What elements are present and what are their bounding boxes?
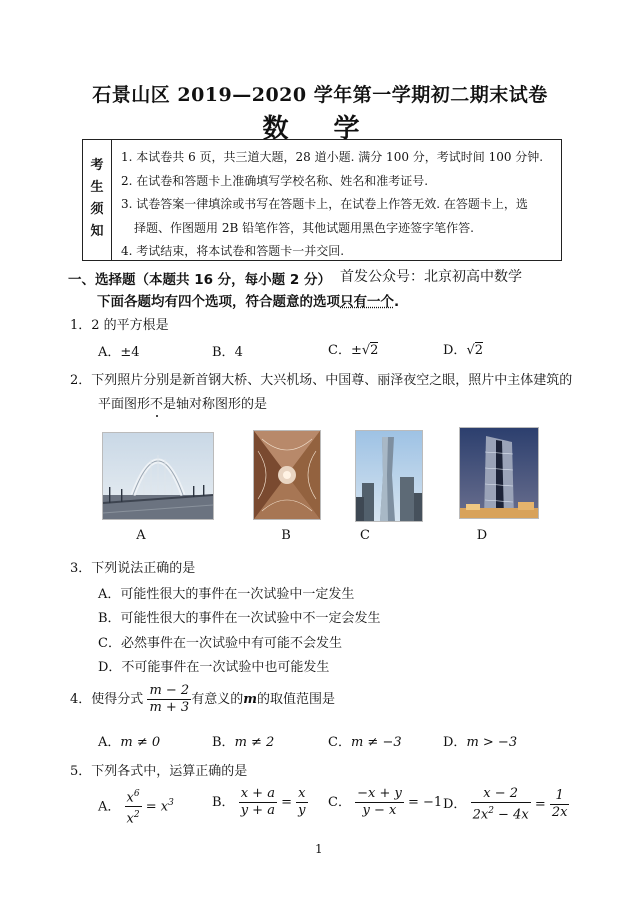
question-text: 下列各式中，运算正确的是 [91, 764, 248, 779]
fraction-numerator: m − 2 [149, 683, 190, 698]
fraction-numerator: 1 [550, 788, 570, 805]
question-text: 2 的平方根是 [91, 318, 169, 333]
q3-option-c: C．必然事件在一次试验中有可能不会发生 [98, 636, 342, 651]
option-label: D． [443, 735, 467, 750]
option-label: B． [212, 735, 235, 750]
sqrt-sign: √ [466, 343, 475, 358]
question-number: 3． [70, 561, 92, 576]
photo-caption: D [476, 528, 488, 543]
instruction-post: . [394, 294, 400, 310]
notice-label-char: 生 [90, 180, 104, 195]
fraction-numerator: x [296, 786, 307, 803]
fraction-denominator: y [298, 803, 306, 818]
subject-title: 数 学 [262, 114, 378, 144]
option-text: m > −3 [466, 735, 518, 750]
notice-label [83, 140, 112, 260]
option-label: A． [98, 345, 121, 360]
question-1 [70, 314, 169, 333]
q4-option-c [328, 731, 402, 750]
option-label: C． [328, 343, 351, 358]
fraction [355, 786, 404, 819]
option-label: C． [328, 735, 351, 750]
option-prefix: ± [350, 343, 362, 358]
fraction-numerator: −x + y [357, 786, 402, 801]
fraction [125, 786, 142, 828]
fraction-denominator: y + a [240, 803, 275, 818]
option-label: D． [443, 797, 467, 813]
section-instruction [97, 290, 399, 310]
option-text: m ≠ −3 [350, 735, 402, 750]
exponent: 3 [168, 798, 174, 808]
notice-label-char: 须 [90, 202, 104, 217]
question-number: 4． [70, 692, 92, 707]
question-text: 下列照片分别是新首钢大桥、大兴机场、中国尊、丽泽夜空之眼，照片中主体建筑的 [91, 373, 573, 388]
instruction-pre: 下面各题均有四个选项，符合题意的选项 [97, 294, 340, 310]
question-number: 5． [70, 764, 92, 779]
q5-option-b [212, 786, 308, 819]
option-text: 4 [234, 345, 243, 360]
notice-label-char: 考 [90, 158, 104, 173]
fraction [296, 786, 307, 819]
question-text: 使得分式 [91, 692, 144, 707]
fraction-numerator [125, 786, 142, 807]
sqrt-sign: √ [361, 343, 371, 358]
fraction-denominator: m + 3 [149, 700, 190, 715]
section-heading: 一、选择题（本题共 16 分，每小题 2 分） [68, 272, 331, 288]
option-label: D． [443, 343, 467, 358]
notice-label-char: 知 [90, 224, 104, 239]
q1-option-a [98, 341, 140, 360]
question-2 [70, 369, 572, 388]
instruction-emphasis: 只有一个 [340, 294, 394, 310]
photo-airport-image [253, 430, 321, 520]
q5-option-a [98, 786, 174, 828]
option-label: A． [98, 799, 121, 815]
term: 2x [472, 807, 489, 823]
option-text: m ≠ 0 [120, 735, 161, 750]
radicand: 2 [474, 343, 484, 358]
q3-option-b: B．可能性很大的事件在一次试验中不一定会发生 [98, 611, 381, 626]
question-3 [70, 557, 195, 576]
fraction-numerator: x + a [239, 786, 277, 803]
question-5 [70, 760, 247, 779]
question-2-line2 [98, 393, 267, 412]
exponent: 2 [133, 810, 140, 821]
option-label: B． [212, 345, 235, 360]
option-label: B． [212, 795, 235, 810]
question-number: 2． [70, 373, 92, 388]
fraction [239, 786, 277, 819]
base: x [126, 811, 134, 827]
option-text: ±4 [120, 345, 140, 360]
photo-caption: C [360, 528, 370, 543]
q1-option-b [212, 341, 243, 360]
base: x [126, 790, 134, 806]
equals: = [534, 797, 546, 813]
option-label: C． [328, 795, 351, 810]
q4-option-b [212, 731, 274, 750]
variable: m [243, 692, 257, 707]
notice-item: 4. 考试结束，将本试卷和答题卡一并交回. [121, 244, 345, 258]
fraction-denominator: 2x [551, 805, 568, 821]
photo-caption: A [136, 528, 146, 543]
fraction [550, 788, 570, 821]
q4-option-d [443, 731, 517, 750]
question-4 [70, 683, 335, 716]
exponent: 2 [488, 806, 494, 816]
q1-option-d [443, 339, 483, 358]
photo-caption: B [281, 528, 291, 543]
radicand: 2 [370, 343, 379, 358]
photo-night-tower-image [459, 427, 539, 519]
option-label: A． [98, 735, 121, 750]
notice-box [82, 139, 562, 261]
q3-option-a: A．可能性很大的事件在一次试验中一定发生 [98, 587, 355, 602]
q5-option-c [328, 786, 442, 819]
photo-bridge-image [102, 432, 214, 520]
q1-option-c [328, 339, 378, 358]
fraction-numerator: x − 2 [471, 786, 531, 803]
fraction [147, 683, 191, 716]
question-text: 是轴对称图形的是 [163, 397, 268, 412]
fraction [471, 786, 531, 823]
question-text: 下列说法正确的是 [91, 561, 196, 576]
equals: = [281, 795, 293, 810]
exponent: 6 [133, 789, 140, 799]
watermark-text: 首发公众号：北京初高中数学 [340, 269, 522, 285]
notice-items [121, 146, 553, 264]
question-text: 平面图形 [98, 397, 151, 412]
rhs: = x [145, 799, 169, 815]
fraction-denominator [471, 803, 531, 823]
notice-item: 1. 本试卷共 6 页，共三道大题，28 道小题. 满分 100 分，考试时间 100 分钟. [121, 150, 544, 164]
emphasis-char: 不 [150, 397, 164, 412]
photo-tower-image [355, 430, 423, 522]
option-text: m ≠ 2 [234, 735, 275, 750]
page-number: 1 [315, 842, 323, 856]
q4-option-a [98, 731, 160, 750]
exam-title: 石景山区 2019—2020 学年第一学期初二期末试卷 [92, 84, 548, 106]
fraction-denominator: y − x [362, 803, 397, 818]
question-number: 1． [70, 318, 92, 333]
notice-item: 2. 在试卷和答题卡上准确填写学校名称、姓名和准考证号. [121, 173, 429, 188]
fraction-denominator [125, 807, 142, 827]
notice-item: 3. 试卷答案一律填涂或书写在答题卡上，在试卷上作答无效. 在答题卡上，选 [121, 197, 528, 211]
question-text: 有意义的 [191, 692, 244, 707]
q5-option-d [443, 786, 569, 823]
rhs: = −1 [407, 795, 443, 810]
term: − 4x [493, 807, 529, 823]
q3-option-d: D．不可能事件在一次试验中也可能发生 [98, 660, 330, 675]
notice-item: 择题、作图题用 2B 铅笔作答，其他试题用黑色字迹签字笔作答. [134, 220, 474, 235]
question-text: 的取值范围是 [256, 692, 335, 707]
